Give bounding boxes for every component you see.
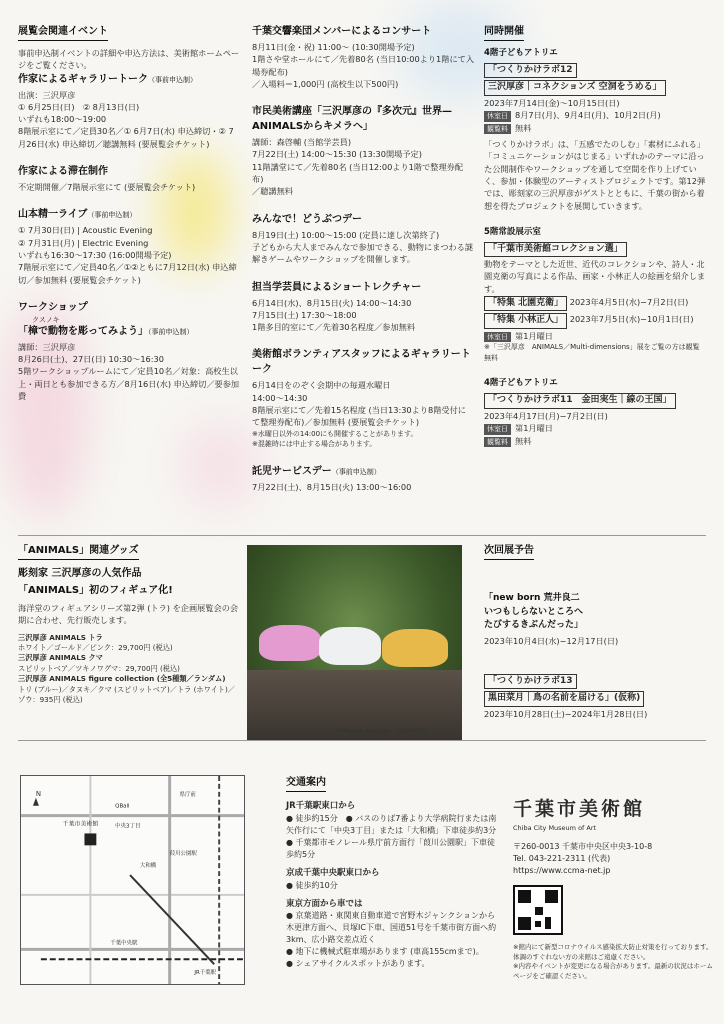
exhibition-floor: 4階子どもアトリエ [484, 48, 558, 58]
qr-code-icon[interactable] [513, 885, 563, 935]
event-note-line: ※水曜日以外の14:00にも開催することがあります。 [252, 429, 418, 438]
next-exhibition-title: 「つくりかけラボ13 [484, 674, 577, 690]
goods-headline: 「ANIMALS」初のフィギュア化! [18, 585, 173, 596]
museum-note: ※館内にて新型コロナウイルス感染拡大防止対策を行っております。体調のすぐれない方の来館はご遠慮ください。 [513, 943, 713, 961]
event-title: 託児サービスデー [252, 465, 332, 477]
closed-label: 休室日 [484, 332, 511, 343]
photo-credit: ©Misawa Atsuhiko ©KAIYODO [335, 728, 430, 735]
event-line: 1階多目的室にて／先着30名程度／参加無料 [252, 322, 416, 333]
exhibition-floor: 5階常設展示室 [484, 226, 541, 237]
event-line: 7月22日(土) 14:00〜15:30 (13:30開場予定) [252, 149, 422, 160]
event-residency [18, 164, 240, 193]
access-line: ● 千葉都市モノレール県庁前方面行「葭川公園駅」下車徒歩約5分 [286, 837, 495, 859]
event-short-lecture [252, 280, 474, 334]
event-line: いずれも18:00〜19:00 [18, 114, 107, 125]
goods-item-name: 三沢厚彦 ANIMALS トラ [18, 632, 103, 642]
section-divider [18, 535, 706, 536]
event-line: 8階展示室にて／定員30名／① 6月7日(水) 申込締切・② 7月26日(水) 申込締切／聴講無料 (要展覧会チケット) [18, 126, 234, 149]
svg-text:N: N [35, 789, 42, 798]
event-line: 子どもから大人までみんなで参加できる、動物にまつわる謎解きゲームやワークショップを開催します。 [252, 241, 474, 265]
goods-headline: 彫刻家 三沢厚彦の人気作品 [18, 568, 142, 579]
next-exhibition-title: 黒田菜月｜鳥の名前を届ける」(仮称) [484, 691, 644, 707]
tiger-figures-photo [247, 545, 462, 740]
access-group [286, 800, 500, 861]
event-line: ／聴講無料 [252, 186, 293, 197]
map-label-museum: 千葉市美術館 [62, 820, 99, 828]
map-label-kencho: 県庁前 [179, 791, 196, 798]
map-label-chibachuo: 千葉中央駅 [110, 940, 138, 947]
fee-label: 観覧料 [484, 437, 511, 448]
event-line: 8月26日(土)、27日(日) 10:30〜16:30 [18, 354, 164, 365]
event-note: （事前申込制） [148, 75, 197, 84]
event-title: 作家による滞在制作 [18, 166, 108, 178]
event-line: ① 6月25日(日) ② 8月13日(日) [18, 101, 140, 112]
exhibition-period: 2023年7月14日(金)〜10月15日(日) [484, 97, 620, 108]
next-heading: 次回展予告 [484, 543, 534, 560]
event-line: 14:00〜14:30 [252, 392, 308, 403]
event-line: 5階ワークショップルームにて／定員10名／対象：高校生以上・両日とも参加できる方／8月16日(水) 申込締切／要参加費 [18, 366, 240, 402]
exhibition-sub-period: 2023年4月5日(水)−7月2日(日) [569, 296, 689, 307]
event-workshop [18, 300, 240, 402]
goods-item-name: 三沢厚彦 ANIMALS クマ [18, 653, 103, 663]
event-line: 講師：三沢厚彦 [18, 341, 76, 352]
exhibition-sub-title: 「特集 小林正人」 [484, 313, 567, 329]
museum-name: 千葉市美術館 [513, 798, 646, 820]
event-note: （事前申込制） [331, 467, 381, 476]
access-line: ● 地下に機械式駐車場があります (車高155cmまで)。 [286, 947, 484, 957]
event-line: 7月22日(土)、8月15日(火) 13:00〜16:00 [252, 481, 412, 492]
event-note: （事前申込制） [87, 211, 137, 220]
event-title: 美術館ボランティアスタッフによるギャラリートーク [252, 349, 471, 376]
access-group [286, 898, 500, 971]
access-line: ● 徒歩約10分 [286, 880, 338, 890]
next-exhibitions [484, 543, 706, 720]
next-exhibition-period: 2023年10月4日(水)−12月17日(日) [484, 635, 619, 646]
fee-value: 無料 [515, 435, 532, 446]
goods-item-detail: トリ (ブルー)／タヌキ／クマ (スピリットベア)／トラ (ホワイト)／ゾウ：935円 (税込) [18, 684, 235, 705]
museum-info [513, 795, 713, 981]
access-line: ● 徒歩約15分 ● バスのりば7番より大学病院行または南矢作行にて「中央3丁目」または「大和橋」下車徒歩約3分 [286, 813, 497, 835]
museum-note: ※内容やイベントが変更になる場合があります。最新の状況はホームページをご確認ください。 [513, 962, 713, 980]
event-note-line: ※混雑時には中止する場合があります。 [252, 440, 377, 449]
closed-days: 第1月曜日 [515, 423, 553, 434]
concurrent-heading: 同時開催 [484, 24, 524, 41]
goods-item-detail: スピリットベア／ツキノワグマ：29,700円 (税込) [18, 663, 180, 673]
goods-item-detail: ホワイト／ゴールド／ピンク：29,700円 (税込) [18, 643, 173, 653]
column-events [18, 24, 240, 416]
map-label-jrchiba: JR千葉駅 [194, 970, 217, 977]
exhibition-period: 2023年4月17日(月)−7月2日(日) [484, 410, 608, 421]
exhibition-title: 「つくりかけラボ11 金田実生｜線の王国」 [484, 393, 676, 409]
access-group [286, 867, 500, 892]
event-line: 不定期開催／7階展示室にて (要展覧会チケット) [18, 182, 196, 193]
exhibition-title: 三沢厚彦｜コネクションズ 空洞をうめる」 [484, 80, 666, 96]
events-heading: 展覧会関連イベント [18, 24, 108, 41]
concurrent-exhibition-3 [484, 377, 706, 447]
map-label-yamatobashi: 大和橋 [139, 863, 157, 870]
event-line: ① 7月30日(日) | Acoustic Evening [18, 225, 153, 236]
closed-label: 休室日 [484, 424, 511, 435]
map-label-chuo3: 中央3丁目 [115, 823, 141, 830]
goods-desc: 海洋堂のフィギュアシリーズ第2弾 (トラ) を企画展覧会の会期に合わせ、先行販売します。 [18, 603, 239, 626]
access-line: ● 京葉道路・東関東自動車道で宮野木ジャンクションから木更津方面へ、貝塚IC下車、国道51号を千葉市街方面へ約3km、広小路交差点近く [286, 911, 497, 945]
event-line: 7階展示室にて／定員40名／①②ともに7月12日(水) 申込締切／参加無料 (要展覧会チケット) [18, 262, 237, 285]
section-divider [18, 740, 706, 741]
museum-url[interactable]: https://www.ccma-net.jp [513, 866, 611, 876]
event-line: 8階展示室にて／先着15名程度 (当日13:30より8階受付にて整理券配布)／参加無料 (要展覧会チケット) [252, 405, 466, 428]
exhibition-floor: 4階子どもアトリエ [484, 378, 558, 389]
event-line: 出演：三沢厚彦 [18, 89, 76, 100]
event-line: 1階さや堂ホールにて／先着80名 (当日10:00より1階にて入場券配布) [252, 54, 475, 77]
access-group-head: JR千葉駅東口から [286, 801, 356, 811]
museum-address: 〒260-0013 千葉市中央区中央3-10-8 [513, 842, 653, 852]
exhibition-desc: 「つくりかけラボ」は、「五感でたのしむ」「素材にふれる」「コミュニケーションがはじまる」いずれかのテーマに沿った公開制作やワークショップを通して空間を作り上げていく、参加・体験型のアーティストプロジェクトです。第12弾では、彫刻家の三沢厚彦がゲストとともに、千葉の街から着想を得たプロジェクトを展開していきます。 [484, 139, 706, 211]
next-exhibition-title: 「new born 荒井良二 いつもしらないところへ たびするきぶんだった」 [484, 593, 584, 630]
event-animal-day [252, 212, 474, 266]
exhibition-desc: 動物をテーマとした近世、近代のコレクションや、詩人・北園克衛の写真による作品、画家・小林正人の絵画を紹介します。 [484, 259, 706, 294]
event-live [18, 207, 240, 285]
exhibition-sub-period: 2023年7月5日(水)−10月1日(日) [569, 314, 694, 325]
closed-days: 8月7日(月)、9月4日(月)、10月2日(月) [515, 110, 661, 121]
closed-days: 第1月曜日 [515, 330, 553, 341]
event-title: 山本精一ライブ [18, 209, 88, 221]
event-volunteer-talk [252, 347, 474, 449]
event-line: 11階講堂にて／先着80名 (当日12:00より1階で整理券配布) [252, 161, 464, 185]
exhibition-note: ※「三沢厚彦 ANIMALS／Multi-dimensions」展をご覧の方は観覧無料 [484, 343, 700, 362]
concurrent-exhibition-1 [484, 47, 706, 212]
next-exhibition-period: 2023年10月28日(土)−2024年1月28日(日) [484, 708, 648, 719]
event-line: ／入場料＝1,000円 (高校生以下500円) [252, 78, 399, 89]
event-line: 8月11日(金・祝) 11:00〜 (10:30開場予定) [252, 42, 415, 52]
fee-value: 無料 [515, 122, 532, 133]
event-title: みんなで！どうぶつデー [252, 213, 362, 225]
event-line: ② 7月31日(月) | Electric Evening [18, 237, 149, 248]
event-subtitle: 「樟で動物を彫ってみよう」 [18, 325, 148, 337]
map-graphic [21, 776, 244, 984]
access-group-head: 京成千葉中央駅東口から [286, 867, 380, 878]
events-intro: 事前申込制イベントの詳細や申込方法は、美術館ホームページをご覧ください。 [18, 48, 240, 71]
event-title: 市民美術講座「三沢厚彦の『多次元』世界—ANIMALSからキメラへ」 [252, 106, 452, 133]
event-line: いずれも16:30〜17:30 (16:00開場予定) [18, 249, 172, 260]
exhibition-title: 「つくりかけラボ12 [484, 63, 577, 79]
event-line: 8月19日(土) 10:00〜15:00 (定員に達し次第終了) [252, 229, 440, 240]
access-heading: 交通案内 [286, 775, 326, 792]
goods-section [18, 543, 240, 706]
access-group-head: 東京方面から車では [286, 898, 363, 909]
column-concurrent [484, 24, 706, 461]
event-note: （事前申込制） [148, 327, 194, 336]
goods-heading: 「ANIMALS」関連グッズ [18, 543, 139, 560]
event-line: 講師：森啓輔 (当館学芸員) [252, 137, 352, 148]
museum-name-en: Chiba City Museum of Art [513, 823, 597, 832]
museum-tel: Tel. 043-221-2311 (代表) [513, 854, 611, 864]
closed-label: 休室日 [484, 111, 511, 122]
exhibition-title: 「千葉市美術館コレクション選」 [484, 242, 627, 258]
white-tiger-figure [319, 627, 381, 665]
concurrent-exhibition-2 [484, 226, 706, 364]
bg-pink-blob-2 [180, 420, 260, 510]
event-concert [252, 24, 474, 90]
column-events-2 [252, 24, 474, 507]
event-line: 6月14日(水)、8月15日(火) 14:00〜14:30 [252, 297, 412, 308]
event-title: 担当学芸員によるショートレクチャー [252, 281, 422, 293]
goods-item-name: 三沢厚彦 ANIMALS figure collection (全5種類／ランダム) [18, 674, 226, 684]
event-title: 千葉交響楽団メンバーによるコンサート [252, 26, 432, 37]
map-label-yoshikawa: 葭川公園駅 [169, 851, 197, 858]
event-ruby: クスノキ [32, 315, 60, 324]
event-lecture [252, 104, 474, 197]
event-title: 作家によるギャラリートーク [18, 73, 148, 85]
exhibition-sub-title: 「特集 北園克衛」 [484, 296, 567, 312]
event-title: ワークショップ [18, 301, 88, 313]
access-map [20, 775, 245, 985]
access-line: ● シェアサイクルスポットがあります。 [286, 959, 430, 969]
event-line: 7月15日(土) 17:30〜18:00 [252, 309, 357, 320]
map-label-qball: QBall [115, 803, 130, 810]
event-childcare [252, 464, 474, 493]
event-gallery-talk [18, 72, 240, 150]
pink-tiger-figure [259, 625, 321, 661]
access-section [286, 775, 500, 976]
event-line: 6月14日をのぞく会期中の毎週水曜日 [252, 380, 391, 391]
fee-label: 観覧料 [484, 124, 511, 135]
gold-tiger-figure [382, 629, 448, 667]
